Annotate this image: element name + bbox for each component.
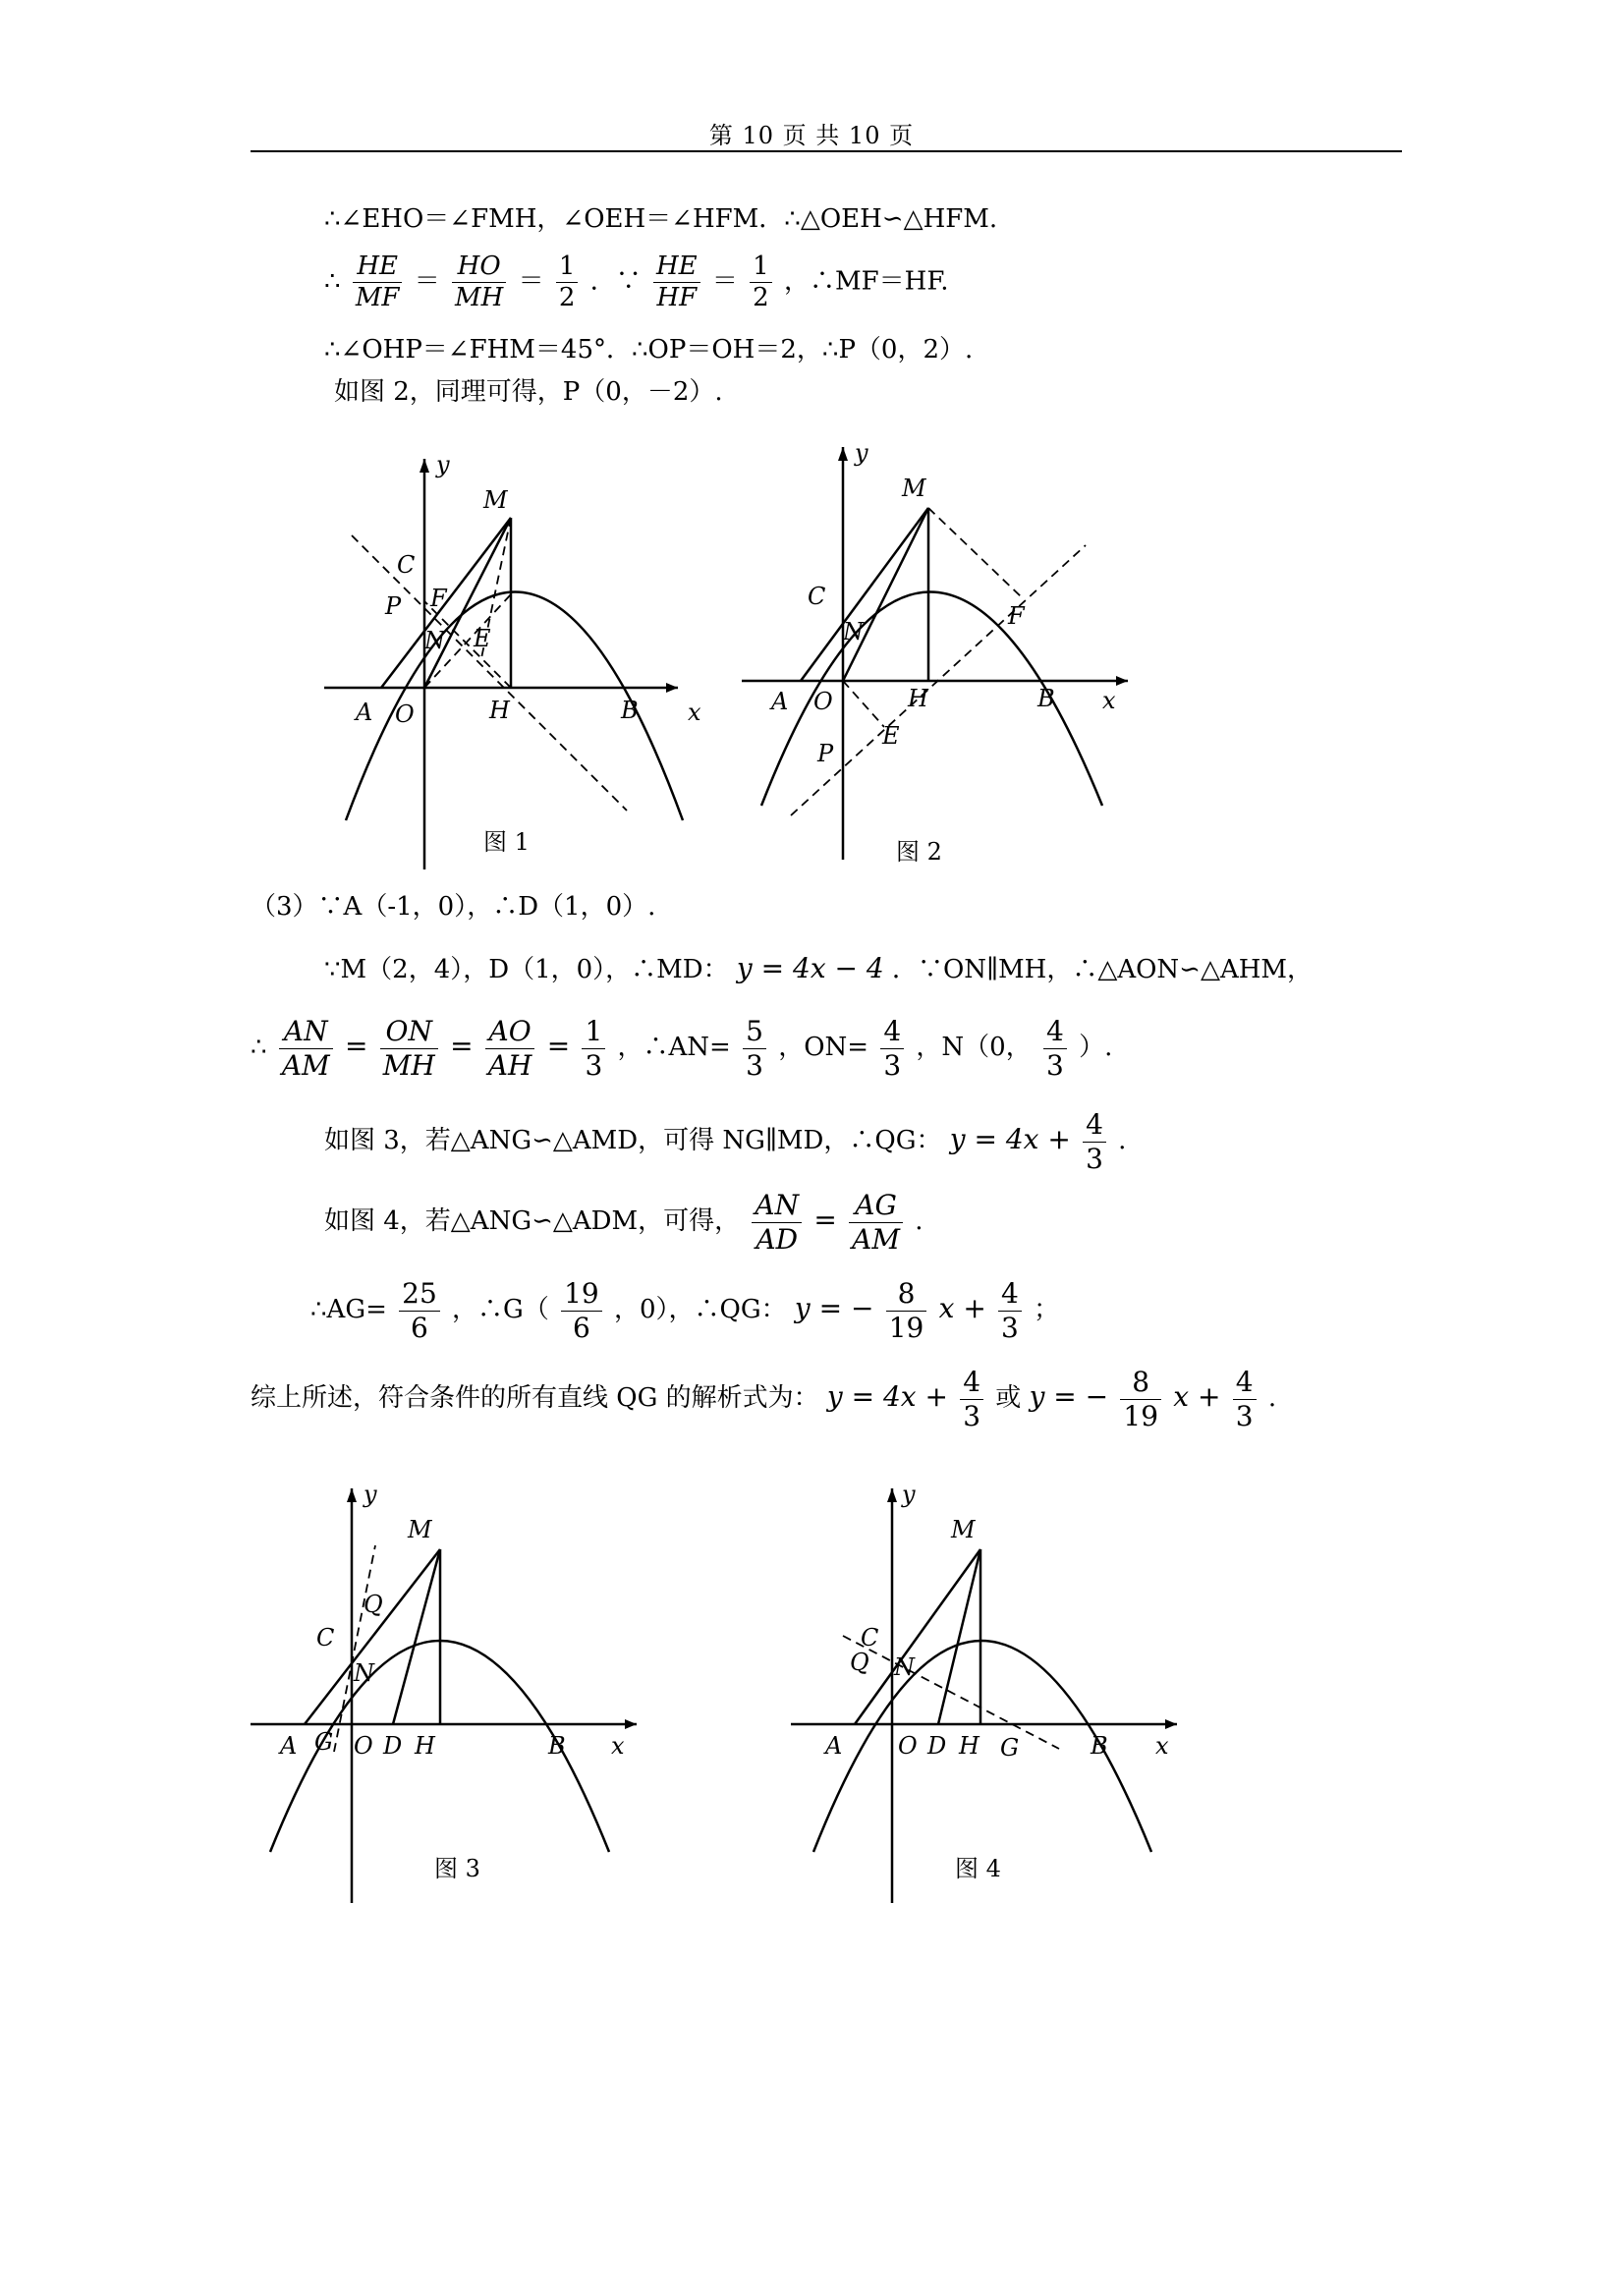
- text-line-11: 综上所述，符合条件的所有直线 QG 的解析式为： y = 4x + $\frac{4}{3}$ 或 y = − $\frac{8}{19}$ x + $\frac{4}{3}$ .: [251, 1366, 1277, 1432]
- fraction-four-thirds: $\frac{4}{3}$: [1083, 1108, 1106, 1175]
- figure-1: [314, 447, 707, 879]
- label-m: M: [483, 486, 508, 514]
- text-line-5: （3）∵A（-1，0），∴D（1，0）.: [251, 892, 656, 922]
- label-q: Q: [850, 1649, 869, 1676]
- label-p: P: [817, 740, 834, 767]
- equals-sign: ＝: [518, 266, 544, 297]
- fraction-five-thirds: $\frac{5}{3}$: [743, 1015, 766, 1082]
- equation-md: y = 4x − 4: [736, 952, 884, 984]
- label-n: N: [843, 618, 864, 645]
- fraction-on-mh: $\frac{ON}{MH}$: [380, 1015, 438, 1082]
- label-e: E: [474, 625, 491, 652]
- label-y: y: [902, 1481, 916, 1508]
- label-g: G: [1000, 1734, 1020, 1762]
- text-segment: ．∵: [589, 266, 642, 297]
- fraction-one-third: $\frac{1}{3}$: [582, 1015, 605, 1082]
- fraction-8-19: $\frac{8}{19}$: [886, 1277, 927, 1344]
- figure-3: [246, 1479, 658, 1911]
- label-h: H: [959, 1732, 979, 1760]
- label-q: Q: [364, 1591, 383, 1618]
- label-c: C: [861, 1624, 879, 1652]
- fraction-four-thirds: $\frac{4}{3}$: [880, 1015, 904, 1082]
- label-g: G: [314, 1728, 334, 1756]
- label-m: M: [902, 475, 926, 502]
- label-x: x: [688, 699, 701, 726]
- figure-2-caption: 图 2: [896, 838, 942, 866]
- fraction-ag-am: $\frac{AG}{AM}$: [849, 1189, 903, 1256]
- label-x: x: [611, 1732, 625, 1760]
- figure-4-caption: 图 4: [955, 1855, 1001, 1882]
- label-o: O: [898, 1732, 918, 1760]
- equals-sign: ＝: [711, 266, 738, 297]
- fraction-four-thirds: $\frac{4}{3}$: [998, 1277, 1022, 1344]
- fraction-an-ad: $\frac{AN}{AD}$: [752, 1189, 802, 1256]
- fraction-he-mf: $\frac{HE}{MF}$: [353, 252, 403, 313]
- fraction-he-hf: $\frac{HE}{HF}$: [653, 252, 700, 313]
- fraction-ao-ah: $\frac{AO}{AH}$: [485, 1015, 535, 1082]
- label-y: y: [855, 439, 868, 467]
- text-line-6: ∵M（2，4），D（1，0），∴MD： y = 4x − 4 ．∵ON∥MH，∴△AON∽△AHM，: [324, 952, 1314, 984]
- label-f: F: [1008, 602, 1025, 630]
- text-line-8: 如图 3，若△ANG∽△AMD，可得 NG∥MD，∴QG： y = 4x + $\frac{4}{3}$ .: [324, 1108, 1127, 1175]
- text-line-10: ∴AG= $\frac{25}{6}$ ，∴G（ $\frac{19}{6}$ ，0），∴QG： y = − $\frac{8}{19}$ x + $\frac{4}{3}$ ；: [310, 1277, 1060, 1344]
- text-line-1: ∴∠EHO＝∠FMH，∠OEH＝∠HFM．∴△OEH∽△HFM.: [324, 204, 998, 234]
- figure-1-caption: 图 1: [483, 828, 530, 856]
- text-line-3: ∴∠OHP＝∠FHM＝45°．∴OP＝OH＝2，∴P（0，2）.: [324, 335, 974, 364]
- figure-2: [737, 437, 1130, 869]
- label-h: H: [415, 1732, 435, 1760]
- label-c: C: [397, 551, 416, 579]
- label-o: O: [813, 688, 833, 715]
- label-o: O: [395, 700, 415, 728]
- label-n: N: [354, 1659, 374, 1687]
- fraction-four-thirds: $\frac{4}{3}$: [960, 1366, 983, 1432]
- label-m: M: [951, 1516, 976, 1543]
- label-b: B: [1091, 1732, 1108, 1760]
- header-rule: [251, 150, 1402, 152]
- label-y: y: [436, 451, 450, 478]
- label-a: A: [356, 699, 373, 726]
- label-f: F: [430, 585, 447, 612]
- fraction-an-am: $\frac{AN}{AM}$: [279, 1015, 333, 1082]
- label-a: A: [771, 688, 789, 715]
- text-line-4: 如图 2，同理可得，P（0，－2）.: [334, 377, 723, 407]
- text-line-7: ∴ $\frac{AN}{AM}$ = $\frac{ON}{MH}$ = $\frac{AO}{AH}$ = $\frac{1}{3}$ ，∴AN= $\frac{5}{3}$ ，ON= $\frac{4}{3}$ ，N（0， $\frac{4}{3}$ ）.: [251, 1015, 1113, 1082]
- label-b: B: [548, 1732, 566, 1760]
- label-h: H: [489, 697, 510, 724]
- therefore-symbol: ∴: [324, 266, 341, 297]
- text-line-9: 如图 4，若△ANG∽△ADM，可得， $\frac{AN}{AD}$ = $\frac{AG}{AM}$ .: [324, 1189, 923, 1256]
- fraction-one-half: $\frac{1}{2}$: [556, 252, 579, 313]
- page-header: 第 10 页 共 10 页: [708, 122, 915, 149]
- label-c: C: [316, 1624, 335, 1652]
- figure-3-caption: 图 3: [434, 1855, 480, 1882]
- text-segment: ，∴MF＝HF.: [783, 266, 949, 297]
- fraction-25-6: $\frac{25}{6}$: [399, 1277, 440, 1344]
- equals-sign: ＝: [414, 266, 440, 297]
- label-e: E: [882, 722, 900, 750]
- label-a: A: [825, 1732, 843, 1760]
- label-n: N: [894, 1653, 915, 1681]
- label-b: B: [1037, 685, 1055, 712]
- label-b: B: [621, 697, 639, 724]
- label-x: x: [1155, 1732, 1169, 1760]
- label-m: M: [408, 1516, 432, 1543]
- fraction-8-19: $\frac{8}{19}$: [1120, 1366, 1161, 1432]
- fraction-four-thirds: $\frac{4}{3}$: [1043, 1015, 1067, 1082]
- fraction-19-6: $\frac{19}{6}$: [561, 1277, 602, 1344]
- label-a: A: [280, 1732, 298, 1760]
- label-d: D: [383, 1732, 403, 1760]
- fraction-four-thirds: $\frac{4}{3}$: [1233, 1366, 1257, 1432]
- label-p: P: [385, 592, 402, 620]
- figure-4: [786, 1479, 1199, 1911]
- label-n: N: [424, 627, 445, 654]
- fraction-one-half: $\frac{1}{2}$: [750, 252, 772, 313]
- label-c: C: [808, 583, 826, 610]
- label-d: D: [927, 1732, 947, 1760]
- fraction-ho-mh: $\frac{HO}{MH}$: [452, 252, 506, 313]
- label-y: y: [364, 1481, 377, 1508]
- label-h: H: [908, 685, 928, 712]
- text-line-2: [324, 252, 949, 313]
- label-x: x: [1102, 687, 1116, 714]
- label-o: O: [354, 1732, 373, 1760]
